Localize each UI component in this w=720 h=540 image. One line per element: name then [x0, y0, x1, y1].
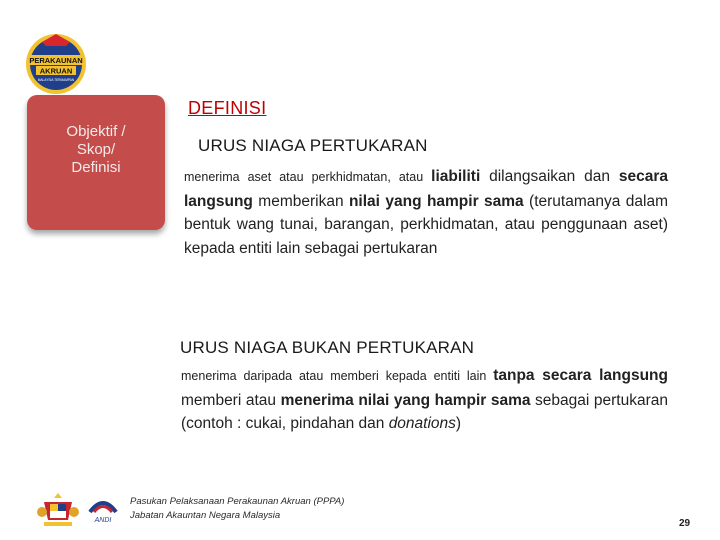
perakaunan-akruan-logo	[22, 28, 90, 96]
andi-logo	[86, 492, 120, 526]
footer-line: Jabatan Akauntan Negara Malaysia	[130, 510, 281, 521]
footer-credits	[130, 495, 344, 523]
page-title: DEFINISI	[188, 98, 267, 118]
page-number: 29	[679, 518, 691, 529]
definition-exchange: menerima aset atau perkhidmatan, atau liabiliti dilangsaikan dan secara langsung memberikan nilai yang hampir sama (terutamanya dalam bentuk wang tunai, barangan, perkhidmatan, atau penggunaan aset) kepada entiti lain sebagai pertukaran	[184, 168, 668, 257]
section-title-exchange: URUS NIAGA PERTUKARAN	[198, 136, 428, 155]
svg-text:AKRUAN: AKRUAN	[39, 66, 73, 76]
section-title-non-exchange: URUS NIAGA BUKAN PERTUKARAN	[180, 338, 475, 357]
svg-text:ANDI: ANDI	[94, 517, 112, 524]
section-label-line: Objektif /	[66, 123, 126, 140]
svg-text:MALAYSIA TERMAMPAN: MALAYSIA TERMAMPAN	[37, 78, 75, 82]
section-label-line: Definisi	[71, 159, 121, 176]
section-label-line: Skop/	[76, 141, 116, 158]
section-label-box	[27, 95, 165, 230]
footer-line: Pasukan Pelaksanaan Perakaunan Akruan (PPPA)	[130, 496, 345, 507]
definition-non-exchange: menerima daripada atau memberi kepada entiti lain tanpa secara langsung memberi atau menerima nilai yang hampir sama sebagai pertukaran (contoh : cukai, pindahan dan donations)	[181, 367, 668, 432]
coat-of-arms-logo	[36, 490, 80, 530]
svg-text:PERAKAUNAN: PERAKAUNAN	[29, 56, 83, 65]
